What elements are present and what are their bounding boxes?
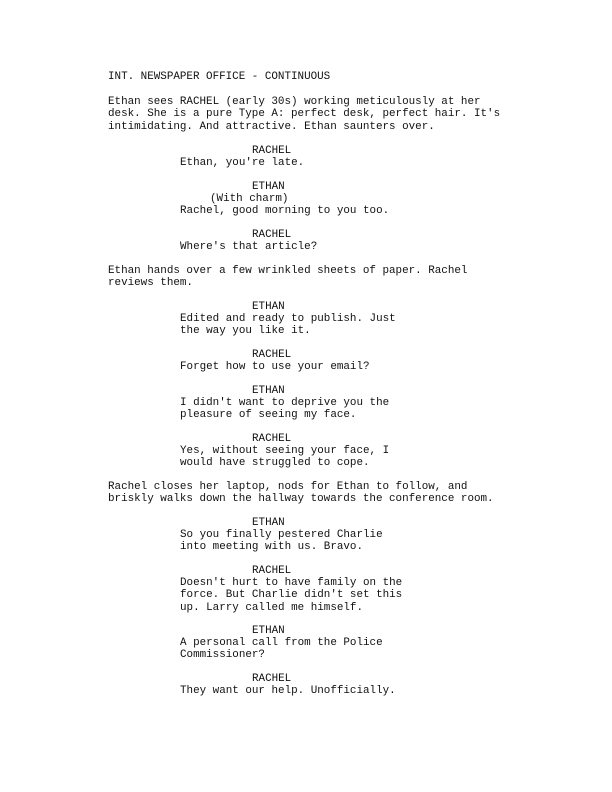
dialogue-line: They want our help. Unofficially. [180, 685, 396, 697]
action-line: desk. She is a pure Type A: perfect desk, perfect hair. It's [108, 108, 501, 121]
character-name: ETHAN [252, 385, 285, 397]
scene-heading: INT. NEWSPAPER OFFICE - CONTINUOUS [108, 71, 331, 83]
dialogue-block [180, 205, 389, 217]
action-line: intimidating. And attractive. Ethan saunters over. [108, 120, 435, 133]
dialogue-line: the way you like it. [180, 325, 311, 338]
dialogue-line: Rachel, good morning to you too. [180, 205, 390, 217]
dialogue-line: Doesn't hurt to have family on the [180, 577, 403, 589]
character-name: RACHEL [252, 229, 292, 241]
character-name: RACHEL [252, 565, 292, 577]
character-name: RACHEL [252, 145, 292, 157]
dialogue-block [180, 529, 383, 554]
dialogue-line: Ethan, you're late. [180, 157, 305, 169]
dialogue-line: Where's that article? [180, 241, 318, 253]
dialogue-block [180, 361, 370, 373]
dialogue-block [180, 241, 317, 253]
dialogue-line: force. But Charlie didn't set this [180, 589, 403, 602]
dialogue-block [180, 637, 383, 662]
parenthetical: (With charm) [210, 193, 289, 205]
dialogue-line: A personal call from the Police [180, 637, 383, 649]
dialogue-line: Commissioner? [180, 649, 265, 662]
action-block [108, 481, 494, 506]
dialogue-line: pleasure of seeing my face. [180, 409, 357, 422]
dialogue-block [180, 157, 304, 169]
character-name: RACHEL [252, 673, 292, 685]
dialogue-line: I didn't want to deprive you the [180, 397, 390, 409]
action-line: Ethan hands over a few wrinkled sheets of paper. Rachel [108, 265, 468, 277]
dialogue-line: up. Larry called me himself. [180, 601, 363, 614]
character-name: RACHEL [252, 433, 292, 445]
dialogue-line: Edited and ready to publish. Just [180, 313, 396, 325]
action-line: reviews them. [108, 277, 193, 290]
dialogue-block [180, 685, 396, 697]
dialogue-block [180, 445, 389, 470]
action-line: Ethan sees RACHEL (early 30s) working meticulously at her [108, 96, 481, 108]
dialogue-line: Forget how to use your email? [180, 361, 370, 373]
dialogue-block [180, 577, 402, 614]
dialogue-block [180, 397, 389, 422]
character-name: ETHAN [252, 625, 285, 637]
dialogue-line: would have struggled to cope. [180, 457, 370, 470]
dialogue-block [180, 313, 396, 338]
action-line: briskly walks down the hallway towards the conference room. [108, 493, 494, 506]
dialogue-line: Yes, without seeing your face, I [180, 445, 390, 457]
character-name: ETHAN [252, 181, 285, 193]
character-name: ETHAN [252, 301, 285, 313]
action-line: Rachel closes her laptop, nods for Ethan to follow, and [108, 481, 468, 493]
dialogue-line: into meeting with us. Bravo. [180, 541, 363, 554]
dialogue-line: So you finally pestered Charlie [180, 529, 383, 541]
character-name: ETHAN [252, 517, 285, 529]
character-name: RACHEL [252, 349, 292, 361]
action-block [108, 265, 467, 290]
action-block [108, 96, 500, 133]
